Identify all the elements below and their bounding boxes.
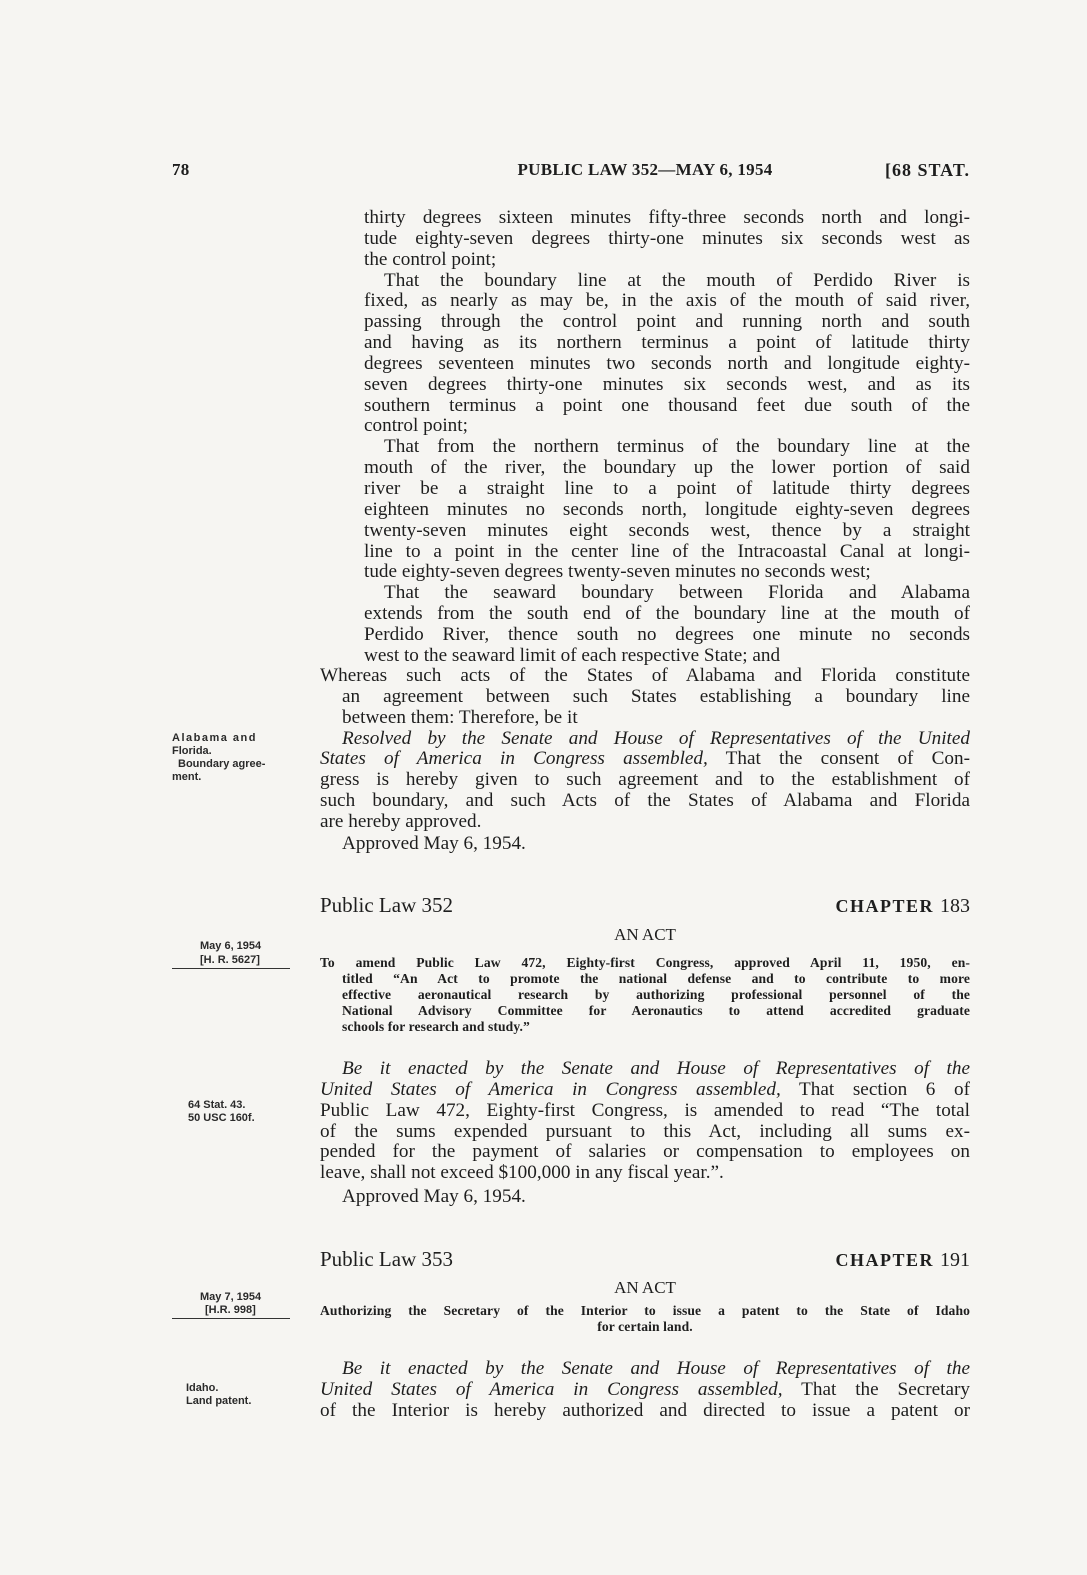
margin-line: Alabama and xyxy=(172,732,257,744)
roman-text: line to a point in the center line of the Intracoastal Canal at longi- xyxy=(364,541,970,562)
roman-text: schools for research and study.” xyxy=(342,1019,530,1034)
text-line xyxy=(320,687,970,708)
roman-text: degrees seventeen minutes two seconds north and longitude eighty- xyxy=(364,353,970,374)
roman-text: tude eighty-seven degrees twenty-seven minutes no seconds west; xyxy=(364,562,871,583)
roman-text: That the seaward boundary between Florida and Alabama xyxy=(384,583,970,604)
volume-reference: [68 STAT. xyxy=(884,160,970,180)
text-line xyxy=(364,437,970,458)
roman-text: river be a straight line to a point of latitude thirty degrees xyxy=(364,478,970,499)
boundary-description xyxy=(364,208,970,667)
public-law-353-heading: Public Law 353 xyxy=(320,1247,453,1271)
text-line xyxy=(364,271,970,292)
chapter-183-heading xyxy=(835,895,970,918)
margin-note-pl353-bill: [H.R. 998] xyxy=(205,1304,256,1316)
roman-text: for certain land. xyxy=(597,1319,693,1334)
text-line xyxy=(364,333,970,354)
roman-text: mouth of the river, the boundary up the lower portion of said xyxy=(364,458,970,479)
text-line xyxy=(320,971,970,987)
text-line xyxy=(320,1319,970,1335)
text-line xyxy=(320,1101,970,1122)
roman-text: That section 6 of xyxy=(780,1079,970,1100)
margin-line: ment. xyxy=(172,771,202,783)
margin-rule xyxy=(172,1318,290,1319)
page-number: 78 xyxy=(172,160,190,179)
margin-note-citation xyxy=(188,1099,255,1125)
italic-text: States of America in Congress assembled, xyxy=(320,749,708,770)
roman-text: That from the northern terminus of the boundary line at the xyxy=(384,437,970,458)
text-line xyxy=(364,604,970,625)
roman-text: leave, shall not exceed $100,000 in any fiscal year.”. xyxy=(320,1163,724,1184)
text-line xyxy=(320,1059,970,1080)
pl353-title xyxy=(320,1303,970,1335)
text-line xyxy=(364,354,970,375)
text-line xyxy=(364,625,970,646)
roman-text: tude eighty-seven degrees thirty-one minutes six seconds west as xyxy=(364,228,970,249)
text-line xyxy=(320,955,970,971)
text-line xyxy=(320,1003,970,1019)
italic-text: Resolved by the Senate and House of Representatives of the United xyxy=(342,728,970,749)
roman-text: southern terminus a point one thousand feet due south of the xyxy=(364,395,970,416)
roman-text: between them: Therefore, be it xyxy=(342,707,578,728)
text-line xyxy=(320,1122,970,1143)
margin-line: Land patent. xyxy=(186,1395,252,1407)
roman-text: Whereas such acts of the States of Alabama and Florida constitute xyxy=(320,666,970,686)
roman-text: eighteen minutes no seconds north, longitude eighty-seven degrees xyxy=(364,499,970,520)
margin-note-boundary xyxy=(172,732,265,784)
margin-note-pl353-date: May 7, 1954 xyxy=(200,1291,262,1303)
margin-note-pl352-bill: [H. R. 5627] xyxy=(200,954,260,966)
italic-text: United States of America in Congress assembled, xyxy=(320,1079,781,1100)
text-line xyxy=(320,1019,970,1035)
public-law-352-heading: Public Law 352 xyxy=(320,893,453,917)
roman-text: control point; xyxy=(364,416,468,437)
roman-text: That the consent of Con- xyxy=(707,749,970,770)
margin-line: 64 Stat. 43. xyxy=(188,1099,246,1111)
margin-line: Florida. xyxy=(172,745,212,757)
text-line xyxy=(320,749,970,770)
text-line xyxy=(364,250,970,271)
roman-text: are hereby approved. xyxy=(320,811,482,832)
text-line xyxy=(320,1163,970,1184)
roman-text: Perdido River, thence south no degrees one minute no seconds xyxy=(364,624,970,645)
roman-text: Public Law 472, Eighty-first Congress, is amended to read “The total xyxy=(320,1100,970,1121)
text-line xyxy=(320,708,970,729)
roman-text: seven degrees thirty-one minutes six seconds west, and as its xyxy=(364,374,970,395)
roman-text: thirty degrees sixteen minutes fifty-three seconds north and longi- xyxy=(364,208,970,228)
roman-text: such boundary, and such Acts of the States of Alabama and Florida xyxy=(320,791,970,812)
text-line xyxy=(320,987,970,1003)
roman-text: passing through the control point and running north and south xyxy=(364,312,970,333)
roman-text: an agreement between such States establishing a boundary line xyxy=(342,686,970,707)
text-line xyxy=(364,375,970,396)
italic-text: Be it enacted by the Senate and House of Representatives of the xyxy=(342,1359,970,1379)
text-line xyxy=(320,1380,970,1401)
text-line xyxy=(364,416,970,437)
roman-text: fixed, as nearly as may be, in the axis of the mouth of said river, xyxy=(364,291,970,312)
roman-text: effective aeronautical research by authorizing professional personnel of the xyxy=(342,987,970,1002)
resolution-approved-date: Approved May 6, 1954. xyxy=(342,833,526,854)
italic-text: Be it enacted by the Senate and House of Representatives of the xyxy=(342,1059,970,1079)
roman-text: twenty-seven minutes eight seconds west, thence by a straight xyxy=(364,520,970,541)
roman-text: titled “An Act to promote the national defense and to contribute to more xyxy=(342,971,970,986)
text-line xyxy=(364,521,970,542)
text-line xyxy=(320,791,970,812)
text-line xyxy=(320,812,970,833)
roman-text: National Advisory Committee for Aeronautics to attend accredited graduate xyxy=(342,1003,970,1018)
text-line xyxy=(364,312,970,333)
text-line xyxy=(320,666,970,687)
margin-line: 50 USC 160f. xyxy=(188,1112,255,1124)
pl353-enacting-text xyxy=(320,1359,970,1422)
text-line xyxy=(364,646,970,667)
text-line xyxy=(320,729,970,750)
roman-text: Authorizing the Secretary of the Interior to issue a patent to the State of Idaho xyxy=(320,1303,970,1318)
chapter-number: 191 xyxy=(940,1249,970,1271)
roman-text: the control point; xyxy=(364,249,497,270)
roman-text: and having as its northern terminus a point of latitude thirty xyxy=(364,333,970,354)
text-line xyxy=(364,229,970,250)
text-line xyxy=(364,396,970,417)
text-line xyxy=(364,208,970,229)
margin-note-pl352-date: May 6, 1954 xyxy=(200,940,262,952)
margin-rule xyxy=(172,968,290,969)
text-line xyxy=(320,1080,970,1101)
roman-text: extends from the south end of the boundary line at the mouth of xyxy=(364,604,970,625)
chapter-word: CHAPTER xyxy=(835,896,934,916)
chapter-number: 183 xyxy=(940,895,970,917)
roman-text: gress is hereby given to such agreement and to the establishment of xyxy=(320,770,970,791)
margin-note-idaho xyxy=(186,1382,251,1408)
text-line xyxy=(320,1303,970,1319)
italic-text: United States of America in Congress assembled, xyxy=(320,1379,783,1400)
text-line xyxy=(320,770,970,791)
text-line xyxy=(364,583,970,604)
text-line xyxy=(364,542,970,563)
whereas-resolved-clause xyxy=(320,666,970,833)
roman-text: That the boundary line at the mouth of Perdido River is xyxy=(384,270,970,291)
roman-text: To amend Public Law 472, Eighty-first Congress, approved April 11, 1950, en- xyxy=(320,955,970,970)
text-line xyxy=(364,458,970,479)
running-title: PUBLIC LAW 352—MAY 6, 1954 xyxy=(517,160,773,179)
an-act-heading: AN ACT xyxy=(614,1278,676,1297)
roman-text: That the Secretary xyxy=(782,1379,970,1400)
roman-text: of the sums expended pursuant to this Act, including all sums ex- xyxy=(320,1121,970,1142)
text-line xyxy=(364,291,970,312)
roman-text: of the Interior is hereby authorized and directed to issue a patent or xyxy=(320,1400,970,1421)
pl352-enacting-text xyxy=(320,1059,970,1184)
text-line xyxy=(364,562,970,583)
pl352-title xyxy=(320,955,970,1035)
an-act-heading: AN ACT xyxy=(614,925,676,944)
chapter-191-heading xyxy=(835,1249,970,1272)
pl352-approved-date: Approved May 6, 1954. xyxy=(342,1186,526,1207)
roman-text: pended for the payment of salaries or compensation to employees on xyxy=(320,1142,970,1163)
margin-line: Boundary agree- xyxy=(178,758,266,770)
text-line xyxy=(320,1142,970,1163)
text-line xyxy=(364,500,970,521)
text-line xyxy=(364,479,970,500)
text-line xyxy=(320,1401,970,1422)
chapter-word: CHAPTER xyxy=(835,1250,934,1270)
text-line xyxy=(320,1359,970,1380)
margin-line: Idaho. xyxy=(186,1382,219,1394)
roman-text: west to the seaward limit of each respective State; and xyxy=(364,645,781,666)
